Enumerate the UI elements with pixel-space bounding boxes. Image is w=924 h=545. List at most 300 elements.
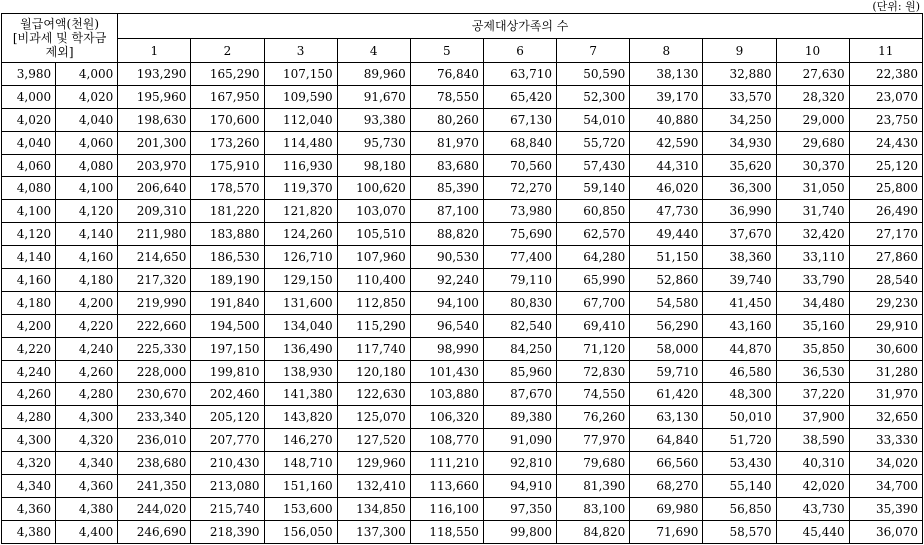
tax-cell: 44,310 <box>630 154 703 177</box>
tax-cell: 65,990 <box>557 269 630 292</box>
tax-cell: 84,820 <box>557 520 630 543</box>
tax-cell: 236,010 <box>118 429 191 452</box>
tax-cell: 70,560 <box>483 154 556 177</box>
tax-cell: 27,630 <box>776 63 849 86</box>
tax-cell: 38,360 <box>703 246 776 269</box>
salary-to-cell: 4,300 <box>56 406 118 429</box>
tax-cell: 98,180 <box>337 154 410 177</box>
salary-from-cell: 4,000 <box>2 85 56 108</box>
tax-cell: 25,800 <box>849 177 922 200</box>
tax-cell: 183,880 <box>191 223 264 246</box>
table-row <box>2 131 923 154</box>
table-row <box>2 337 923 360</box>
tax-cell: 205,120 <box>191 406 264 429</box>
tax-cell: 244,020 <box>118 497 191 520</box>
tax-cell: 210,430 <box>191 452 264 475</box>
salary-from-cell: 4,300 <box>2 429 56 452</box>
tax-cell: 76,260 <box>557 406 630 429</box>
salary-from-cell: 4,180 <box>2 291 56 314</box>
tax-cell: 96,540 <box>410 314 483 337</box>
tax-cell: 31,050 <box>776 177 849 200</box>
salary-to-cell: 4,000 <box>56 63 118 86</box>
tax-cell: 115,290 <box>337 314 410 337</box>
tax-cell: 143,820 <box>264 406 337 429</box>
tax-cell: 203,970 <box>118 154 191 177</box>
tax-cell: 68,840 <box>483 131 556 154</box>
tax-cell: 35,160 <box>776 314 849 337</box>
tax-cell: 45,440 <box>776 520 849 543</box>
tax-cell: 228,000 <box>118 360 191 383</box>
table-row <box>2 429 923 452</box>
salary-header-line2: [비과세 및 학자금 <box>12 31 107 45</box>
tax-cell: 33,570 <box>703 85 776 108</box>
table-body <box>2 63 923 544</box>
table-row <box>2 360 923 383</box>
tax-cell: 80,260 <box>410 108 483 131</box>
tax-cell: 33,110 <box>776 246 849 269</box>
table-row <box>2 108 923 131</box>
tax-cell: 72,270 <box>483 177 556 200</box>
tax-cell: 42,020 <box>776 475 849 498</box>
salary-to-cell: 4,060 <box>56 131 118 154</box>
table-row <box>2 63 923 86</box>
family-count-11: 11 <box>849 39 922 63</box>
tax-cell: 50,590 <box>557 63 630 86</box>
salary-from-cell: 4,100 <box>2 200 56 223</box>
tax-cell: 38,130 <box>630 63 703 86</box>
tax-cell: 30,370 <box>776 154 849 177</box>
tax-cell: 117,740 <box>337 337 410 360</box>
tax-cell: 246,690 <box>118 520 191 543</box>
tax-cell: 116,100 <box>410 497 483 520</box>
unit-label: (단위: 원) <box>872 0 920 13</box>
tax-cell: 206,640 <box>118 177 191 200</box>
tax-cell: 79,680 <box>557 452 630 475</box>
tax-cell: 129,960 <box>337 452 410 475</box>
tax-cell: 125,070 <box>337 406 410 429</box>
tax-cell: 72,830 <box>557 360 630 383</box>
tax-cell: 33,330 <box>849 429 922 452</box>
tax-cell: 28,540 <box>849 269 922 292</box>
salary-header-line3: 제외] <box>45 45 74 59</box>
tax-cell: 202,460 <box>191 383 264 406</box>
tax-cell: 29,230 <box>849 291 922 314</box>
tax-cell: 92,810 <box>483 452 556 475</box>
tax-cell: 39,740 <box>703 269 776 292</box>
tax-cell: 109,590 <box>264 85 337 108</box>
tax-cell: 118,550 <box>410 520 483 543</box>
tax-cell: 27,860 <box>849 246 922 269</box>
family-count-2: 2 <box>191 39 264 63</box>
tax-cell: 40,310 <box>776 452 849 475</box>
tax-cell: 124,260 <box>264 223 337 246</box>
tax-cell: 34,930 <box>703 131 776 154</box>
tax-cell: 29,000 <box>776 108 849 131</box>
tax-cell: 22,380 <box>849 63 922 86</box>
tax-cell: 91,090 <box>483 429 556 452</box>
tax-cell: 27,170 <box>849 223 922 246</box>
tax-cell: 193,290 <box>118 63 191 86</box>
tax-cell: 230,670 <box>118 383 191 406</box>
tax-cell: 54,010 <box>557 108 630 131</box>
tax-cell: 141,380 <box>264 383 337 406</box>
tax-cell: 65,420 <box>483 85 556 108</box>
tax-cell: 88,820 <box>410 223 483 246</box>
tax-cell: 222,660 <box>118 314 191 337</box>
tax-cell: 66,560 <box>630 452 703 475</box>
tax-cell: 195,960 <box>118 85 191 108</box>
tax-cell: 99,800 <box>483 520 556 543</box>
tax-cell: 148,710 <box>264 452 337 475</box>
tax-cell: 67,130 <box>483 108 556 131</box>
tax-cell: 112,040 <box>264 108 337 131</box>
tax-cell: 137,300 <box>337 520 410 543</box>
tax-cell: 107,960 <box>337 246 410 269</box>
tax-cell: 191,840 <box>191 291 264 314</box>
tax-cell: 40,880 <box>630 108 703 131</box>
tax-cell: 146,270 <box>264 429 337 452</box>
tax-cell: 32,880 <box>703 63 776 86</box>
table-row <box>2 200 923 223</box>
tax-cell: 114,480 <box>264 131 337 154</box>
family-count-10: 10 <box>776 39 849 63</box>
tax-cell: 100,620 <box>337 177 410 200</box>
tax-cell: 43,730 <box>776 497 849 520</box>
tax-cell: 120,180 <box>337 360 410 383</box>
tax-cell: 136,490 <box>264 337 337 360</box>
salary-to-cell: 4,240 <box>56 337 118 360</box>
tax-cell: 64,280 <box>557 246 630 269</box>
tax-cell: 214,650 <box>118 246 191 269</box>
tax-cell: 37,670 <box>703 223 776 246</box>
tax-cell: 165,290 <box>191 63 264 86</box>
tax-cell: 79,110 <box>483 269 556 292</box>
tax-cell: 113,660 <box>410 475 483 498</box>
tax-cell: 225,330 <box>118 337 191 360</box>
tax-cell: 63,130 <box>630 406 703 429</box>
tax-cell: 215,740 <box>191 497 264 520</box>
tax-cell: 50,010 <box>703 406 776 429</box>
tax-cell: 74,550 <box>557 383 630 406</box>
salary-from-cell: 4,120 <box>2 223 56 246</box>
salary-to-cell: 4,280 <box>56 383 118 406</box>
salary-to-cell: 4,220 <box>56 314 118 337</box>
tax-cell: 189,190 <box>191 269 264 292</box>
tax-cell: 59,140 <box>557 177 630 200</box>
tax-cell: 76,840 <box>410 63 483 86</box>
tax-cell: 186,530 <box>191 246 264 269</box>
table-row <box>2 269 923 292</box>
family-count-3: 3 <box>264 39 337 63</box>
tax-cell: 209,310 <box>118 200 191 223</box>
tax-cell: 83,100 <box>557 497 630 520</box>
tax-cell: 37,900 <box>776 406 849 429</box>
salary-to-cell: 4,340 <box>56 452 118 475</box>
table-row <box>2 291 923 314</box>
salary-header-line1: 월급여액(천원) <box>20 17 100 31</box>
salary-from-cell: 4,280 <box>2 406 56 429</box>
tax-cell: 134,850 <box>337 497 410 520</box>
tax-cell: 85,390 <box>410 177 483 200</box>
tax-cell: 78,550 <box>410 85 483 108</box>
tax-cell: 194,500 <box>191 314 264 337</box>
tax-cell: 34,700 <box>849 475 922 498</box>
tax-cell: 103,070 <box>337 200 410 223</box>
salary-to-cell: 4,400 <box>56 520 118 543</box>
salary-from-cell: 4,060 <box>2 154 56 177</box>
salary-to-cell: 4,080 <box>56 154 118 177</box>
tax-cell: 61,420 <box>630 383 703 406</box>
tax-cell: 92,240 <box>410 269 483 292</box>
tax-cell: 127,520 <box>337 429 410 452</box>
tax-cell: 219,990 <box>118 291 191 314</box>
tax-cell: 75,690 <box>483 223 556 246</box>
tax-cell: 91,670 <box>337 85 410 108</box>
tax-cell: 56,850 <box>703 497 776 520</box>
tax-cell: 116,930 <box>264 154 337 177</box>
tax-cell: 31,740 <box>776 200 849 223</box>
tax-cell: 207,770 <box>191 429 264 452</box>
family-count-6: 6 <box>483 39 556 63</box>
salary-header <box>2 14 118 63</box>
tax-cell: 69,410 <box>557 314 630 337</box>
salary-to-cell: 4,160 <box>56 246 118 269</box>
tax-cell: 34,480 <box>776 291 849 314</box>
tax-cell: 24,430 <box>849 131 922 154</box>
salary-from-cell: 4,260 <box>2 383 56 406</box>
tax-cell: 89,960 <box>337 63 410 86</box>
tax-cell: 35,620 <box>703 154 776 177</box>
tax-cell: 93,380 <box>337 108 410 131</box>
tax-cell: 36,300 <box>703 177 776 200</box>
salary-to-cell: 4,040 <box>56 108 118 131</box>
tax-cell: 73,980 <box>483 200 556 223</box>
tax-cell: 63,710 <box>483 63 556 86</box>
tax-cell: 69,980 <box>630 497 703 520</box>
salary-to-cell: 4,380 <box>56 497 118 520</box>
salary-to-cell: 4,320 <box>56 429 118 452</box>
tax-cell: 122,630 <box>337 383 410 406</box>
tax-cell: 199,810 <box>191 360 264 383</box>
salary-from-cell: 4,380 <box>2 520 56 543</box>
tax-cell: 60,850 <box>557 200 630 223</box>
tax-cell: 95,730 <box>337 131 410 154</box>
tax-cell: 170,600 <box>191 108 264 131</box>
tax-cell: 41,450 <box>703 291 776 314</box>
tax-cell: 32,420 <box>776 223 849 246</box>
table-row <box>2 314 923 337</box>
tax-cell: 173,260 <box>191 131 264 154</box>
tax-cell: 44,870 <box>703 337 776 360</box>
tax-cell: 201,300 <box>118 131 191 154</box>
table-row <box>2 452 923 475</box>
tax-cell: 23,070 <box>849 85 922 108</box>
tax-cell: 54,580 <box>630 291 703 314</box>
tax-cell: 241,350 <box>118 475 191 498</box>
tax-cell: 36,530 <box>776 360 849 383</box>
tax-cell: 108,770 <box>410 429 483 452</box>
family-count-row <box>2 39 923 63</box>
salary-from-cell: 4,360 <box>2 497 56 520</box>
tax-cell: 57,430 <box>557 154 630 177</box>
tax-cell: 33,790 <box>776 269 849 292</box>
table-row <box>2 177 923 200</box>
tax-cell: 101,430 <box>410 360 483 383</box>
tax-cell: 25,120 <box>849 154 922 177</box>
tax-cell: 119,370 <box>264 177 337 200</box>
tax-cell: 138,930 <box>264 360 337 383</box>
tax-cell: 213,080 <box>191 475 264 498</box>
tax-cell: 131,600 <box>264 291 337 314</box>
tax-cell: 80,830 <box>483 291 556 314</box>
tax-cell: 67,700 <box>557 291 630 314</box>
tax-cell: 62,570 <box>557 223 630 246</box>
tax-cell: 110,400 <box>337 269 410 292</box>
table-row <box>2 520 923 543</box>
tax-cell: 103,880 <box>410 383 483 406</box>
tax-cell: 48,300 <box>703 383 776 406</box>
tax-cell: 197,150 <box>191 337 264 360</box>
tax-cell: 30,600 <box>849 337 922 360</box>
tax-cell: 42,590 <box>630 131 703 154</box>
tax-cell: 121,820 <box>264 200 337 223</box>
withholding-tax-table <box>1 13 923 544</box>
tax-cell: 94,910 <box>483 475 556 498</box>
salary-from-cell: 4,140 <box>2 246 56 269</box>
tax-cell: 55,720 <box>557 131 630 154</box>
tax-cell: 58,570 <box>703 520 776 543</box>
tax-cell: 35,850 <box>776 337 849 360</box>
tax-cell: 181,220 <box>191 200 264 223</box>
tax-cell: 43,160 <box>703 314 776 337</box>
family-count-5: 5 <box>410 39 483 63</box>
tax-cell: 36,070 <box>849 520 922 543</box>
tax-cell: 89,380 <box>483 406 556 429</box>
tax-cell: 34,250 <box>703 108 776 131</box>
tax-cell: 53,430 <box>703 452 776 475</box>
tax-cell: 218,390 <box>191 520 264 543</box>
tax-cell: 71,690 <box>630 520 703 543</box>
tax-cell: 31,970 <box>849 383 922 406</box>
tax-cell: 26,490 <box>849 200 922 223</box>
tax-cell: 49,440 <box>630 223 703 246</box>
table-row <box>2 497 923 520</box>
salary-to-cell: 4,100 <box>56 177 118 200</box>
tax-cell: 36,990 <box>703 200 776 223</box>
tax-cell: 82,540 <box>483 314 556 337</box>
table-row <box>2 154 923 177</box>
tax-cell: 38,590 <box>776 429 849 452</box>
tax-cell: 84,250 <box>483 337 556 360</box>
tax-cell: 51,150 <box>630 246 703 269</box>
tax-cell: 52,860 <box>630 269 703 292</box>
tax-cell: 111,210 <box>410 452 483 475</box>
tax-cell: 87,670 <box>483 383 556 406</box>
tax-cell: 77,970 <box>557 429 630 452</box>
tax-cell: 34,020 <box>849 452 922 475</box>
tax-cell: 156,050 <box>264 520 337 543</box>
tax-cell: 81,390 <box>557 475 630 498</box>
tax-cell: 46,580 <box>703 360 776 383</box>
tax-cell: 105,510 <box>337 223 410 246</box>
tax-cell: 90,530 <box>410 246 483 269</box>
tax-cell: 55,140 <box>703 475 776 498</box>
tax-cell: 211,980 <box>118 223 191 246</box>
table-row <box>2 85 923 108</box>
salary-from-cell: 4,340 <box>2 475 56 498</box>
tax-cell: 129,150 <box>264 269 337 292</box>
salary-from-cell: 3,980 <box>2 63 56 86</box>
tax-cell: 77,400 <box>483 246 556 269</box>
tax-cell: 153,600 <box>264 497 337 520</box>
family-count-7: 7 <box>557 39 630 63</box>
tax-cell: 81,970 <box>410 131 483 154</box>
family-count-9: 9 <box>703 39 776 63</box>
tax-cell: 28,320 <box>776 85 849 108</box>
tax-cell: 83,680 <box>410 154 483 177</box>
salary-from-cell: 4,160 <box>2 269 56 292</box>
tax-cell: 233,340 <box>118 406 191 429</box>
salary-from-cell: 4,200 <box>2 314 56 337</box>
family-count-4: 4 <box>337 39 410 63</box>
salary-to-cell: 4,200 <box>56 291 118 314</box>
tax-cell: 217,320 <box>118 269 191 292</box>
tax-cell: 58,000 <box>630 337 703 360</box>
tax-cell: 23,750 <box>849 108 922 131</box>
tax-cell: 59,710 <box>630 360 703 383</box>
salary-from-cell: 4,020 <box>2 108 56 131</box>
tax-cell: 87,100 <box>410 200 483 223</box>
salary-to-cell: 4,180 <box>56 269 118 292</box>
tax-cell: 98,990 <box>410 337 483 360</box>
family-count-header: 공제대상가족의 수 <box>118 14 923 39</box>
tax-cell: 167,950 <box>191 85 264 108</box>
salary-to-cell: 4,360 <box>56 475 118 498</box>
salary-from-cell: 4,080 <box>2 177 56 200</box>
salary-from-cell: 4,240 <box>2 360 56 383</box>
tax-cell: 56,290 <box>630 314 703 337</box>
tax-cell: 94,100 <box>410 291 483 314</box>
tax-cell: 107,150 <box>264 63 337 86</box>
tax-cell: 39,170 <box>630 85 703 108</box>
tax-cell: 68,270 <box>630 475 703 498</box>
table-row <box>2 406 923 429</box>
salary-to-cell: 4,120 <box>56 200 118 223</box>
tax-cell: 134,040 <box>264 314 337 337</box>
tax-cell: 37,220 <box>776 383 849 406</box>
tax-cell: 112,850 <box>337 291 410 314</box>
tax-cell: 151,160 <box>264 475 337 498</box>
salary-to-cell: 4,260 <box>56 360 118 383</box>
tax-cell: 31,280 <box>849 360 922 383</box>
salary-from-cell: 4,040 <box>2 131 56 154</box>
salary-to-cell: 4,020 <box>56 85 118 108</box>
tax-cell: 52,300 <box>557 85 630 108</box>
table-row <box>2 475 923 498</box>
tax-cell: 178,570 <box>191 177 264 200</box>
tax-cell: 85,960 <box>483 360 556 383</box>
tax-cell: 126,710 <box>264 246 337 269</box>
tax-cell: 35,390 <box>849 497 922 520</box>
tax-cell: 64,840 <box>630 429 703 452</box>
table-row <box>2 246 923 269</box>
family-count-8: 8 <box>630 39 703 63</box>
tax-cell: 29,680 <box>776 131 849 154</box>
tax-cell: 29,910 <box>849 314 922 337</box>
tax-cell: 175,910 <box>191 154 264 177</box>
table-row <box>2 383 923 406</box>
salary-to-cell: 4,140 <box>56 223 118 246</box>
